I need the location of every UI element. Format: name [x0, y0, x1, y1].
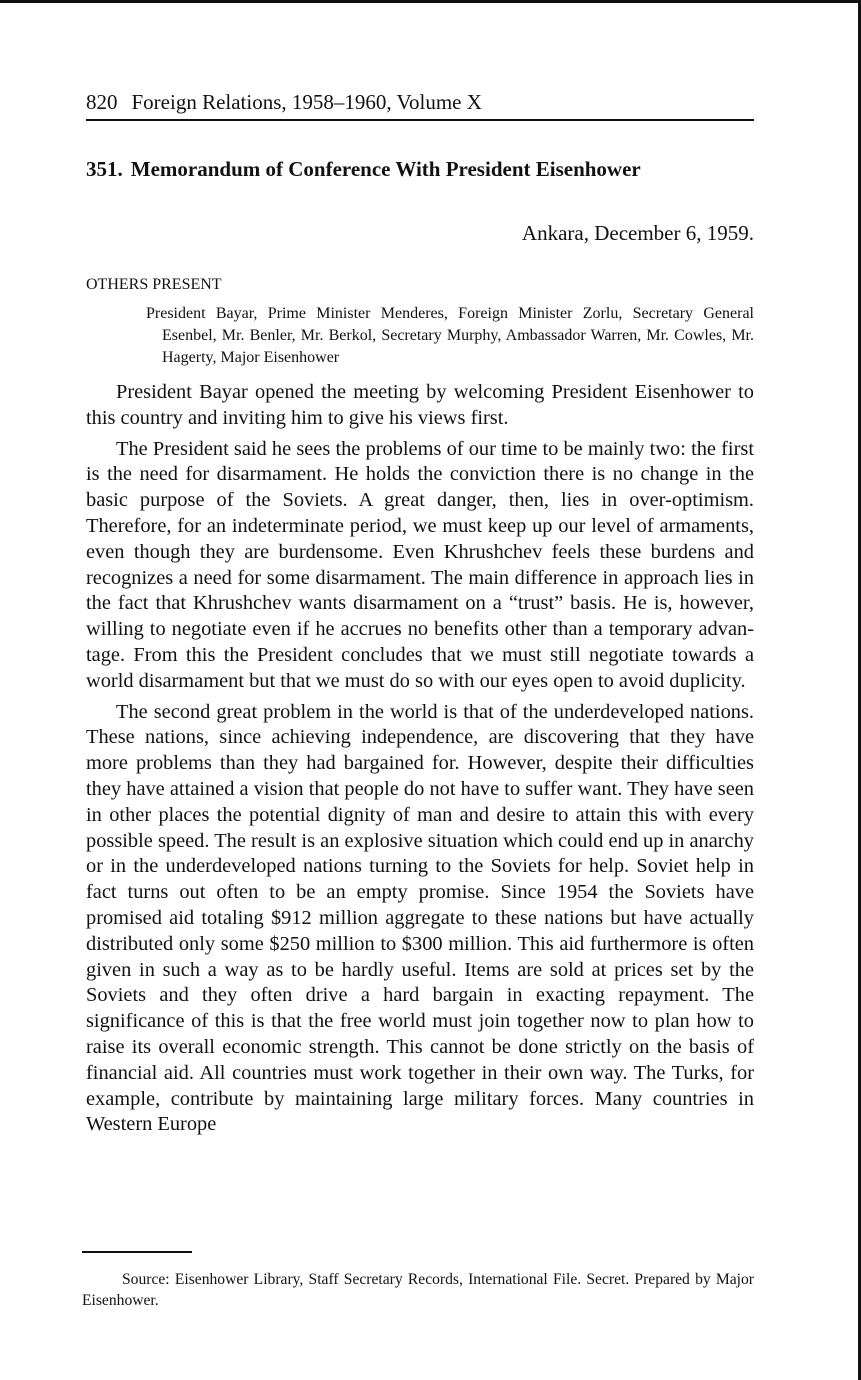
others-present-list: President Bayar, Prime Minister Menderes, Foreign Minister Zorlu, Secretary General Esenbel, Mr. Benler, Mr. Berkol, Secretary Murphy, Ambassador Warren, Mr. Cowles, Mr. Hagerty, Major Eisenhower	[146, 305, 754, 366]
scan-edge-top	[0, 0, 861, 3]
publication-title: Foreign Relations, 1958–1960, Volume X	[131, 90, 482, 114]
paragraph-3: The second great problem in the world is that of the underdeveloped nations. These nations, since achieving independence, are discovering that they have more problems than they had bargained for. However, despite their difficulties they have attained a vision that people do not have to suffer want. They have seen in other places the potential dignity of man and desire to attain this with every possible speed. The result is an explosive situation which could end up in anarchy or in the underdeveloped nations turning to the Soviets for help. Soviet help in fact turns out often to be an empty promise. Since 1954 the Soviets have promised aid totaling $912 million aggregate to these nations but have actually distributed only some $250 million to $300 million. This aid furthermore is often given in such a way as to be hardly useful. Items are sold at prices set by the Soviets and they often drive a hard bargain in exacting repayment. The significance of this is that the free world must join together now to plan how to raise its overall economic strength. This cannot be done strictly on the basis of financial aid. All countries must work together in their own way. The Turks, for example, contribute by maintaining large military forces. Many countries in Western Europe	[86, 700, 754, 1136]
document-page	[86, 86, 754, 1143]
source-footnote: Source: Eisenhower Library, Staff Secretary Records, International File. Secret. Prepared by Major Eisenhower.	[82, 1271, 754, 1309]
dateline: Ankara, December 6, 1959.	[521, 221, 754, 245]
body-text	[86, 380, 754, 1138]
running-head	[86, 86, 754, 118]
paragraph-2: The President said he sees the problems of our time to be mainly two: the first is the need for disarmament. He holds the conviction there is no change in the basic purpose of the Soviets. A great danger, then, lies in over-optimism. Therefore, for an indeterminate period, we must keep up our level of armaments, even though they are burdensome. Even Khrushchev feels these burdens and recognizes a need for some disarmament. The main difference in approach lies in the fact that Khrushchev wants disarmament on a “trust” basis. He is, however, willing to negotiate even if he accrues no benefits other than a temporary advantage. From this the President concludes that we must still negotiate towards a world disarmament but that we must do so with our eyes open to avoid duplicity.	[86, 437, 754, 692]
footnote-rule	[82, 1251, 192, 1253]
document-number: 351.	[86, 157, 123, 181]
others-present-label: OTHERS PRESENT	[86, 276, 222, 293]
paragraph-1: President Bayar opened the meeting by welcoming President Eisenhower to this country and inviting him to give his views first.	[86, 381, 754, 429]
document-heading	[86, 154, 754, 184]
header-rule	[86, 119, 754, 121]
document-title: Memorandum of Conference With President Eisenhower	[130, 157, 641, 181]
page-number: 820	[86, 90, 118, 114]
